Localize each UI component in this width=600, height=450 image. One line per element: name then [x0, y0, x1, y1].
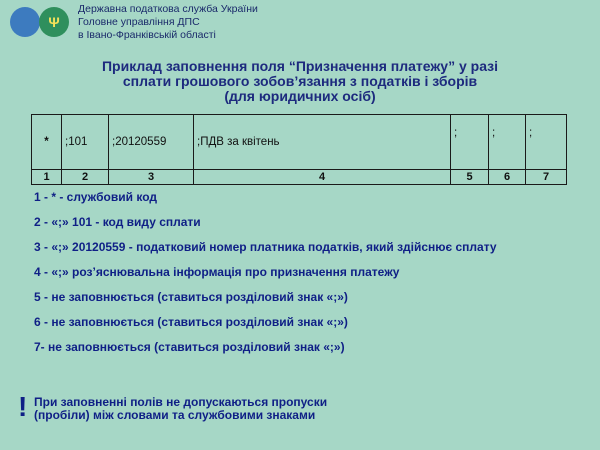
title-line-2: сплати грошового зобов’язання з податків і зборів: [122, 73, 478, 89]
field-number-5: 5: [451, 170, 489, 185]
warning-line-1: При заповненні полів не допускаються пропуски: [34, 395, 328, 409]
coat-of-arms-icon: [10, 7, 40, 37]
tax-service-icon: [39, 7, 69, 37]
table-row: [32, 115, 567, 170]
organization-name: [78, 3, 258, 42]
payment-purpose-table: [31, 114, 567, 185]
field-number-4: 4: [194, 170, 451, 185]
page-title: [0, 59, 600, 104]
field-cell-1: *: [32, 115, 62, 170]
field-cell-7: ;: [526, 115, 567, 170]
field-cell-3: ;20120559: [109, 115, 194, 170]
title-line-1: Приклад заповнення поля “Призначення платежу” у разі: [101, 58, 499, 74]
legend-item: 4 - «;» роз’яснювальна інформація про призначення платежу: [34, 265, 400, 279]
field-number-6: 6: [489, 170, 526, 185]
field-number-7: 7: [526, 170, 567, 185]
org-line-3: в Івано-Франківській області: [78, 28, 216, 41]
legend-item: 3 - «;» 20120559 - податковий номер платника податків, який здійснює сплату: [34, 240, 497, 254]
title-line-3: (для юридичних осіб): [224, 88, 376, 104]
field-number-2: 2: [62, 170, 109, 185]
field-legend: [34, 190, 497, 365]
legend-item: 2 - «;» 101 - код виду сплати: [34, 215, 201, 229]
field-cell-2: ;101: [62, 115, 109, 170]
header: [10, 4, 258, 40]
field-cell-6: ;: [489, 115, 526, 170]
table-row: [32, 170, 567, 185]
legend-item: 6 - не заповнюється (ставиться розділовий знак «;»): [34, 315, 348, 329]
org-line-2: Головне управління ДПС: [78, 15, 200, 28]
legend-item: 1 - * - службовий код: [34, 190, 157, 204]
field-cell-5: ;: [451, 115, 489, 170]
exclamation-icon: !: [18, 391, 28, 422]
legend-item: 5 - не заповнюється (ставиться розділовий знак «;»): [34, 290, 348, 304]
field-number-1: 1: [32, 170, 62, 185]
tax-logo-mark: Ψ: [48, 14, 60, 30]
field-number-3: 3: [109, 170, 194, 185]
org-line-1: Державна податкова служба України: [78, 2, 258, 15]
field-cell-4: ;ПДВ за квітень: [194, 115, 451, 170]
warning-note: [34, 396, 327, 422]
legend-item: 7- не заповнюється (ставиться розділовий знак «;»): [34, 340, 345, 354]
warning-line-2: (пробіли) між словами та службовими знаками: [34, 408, 316, 422]
